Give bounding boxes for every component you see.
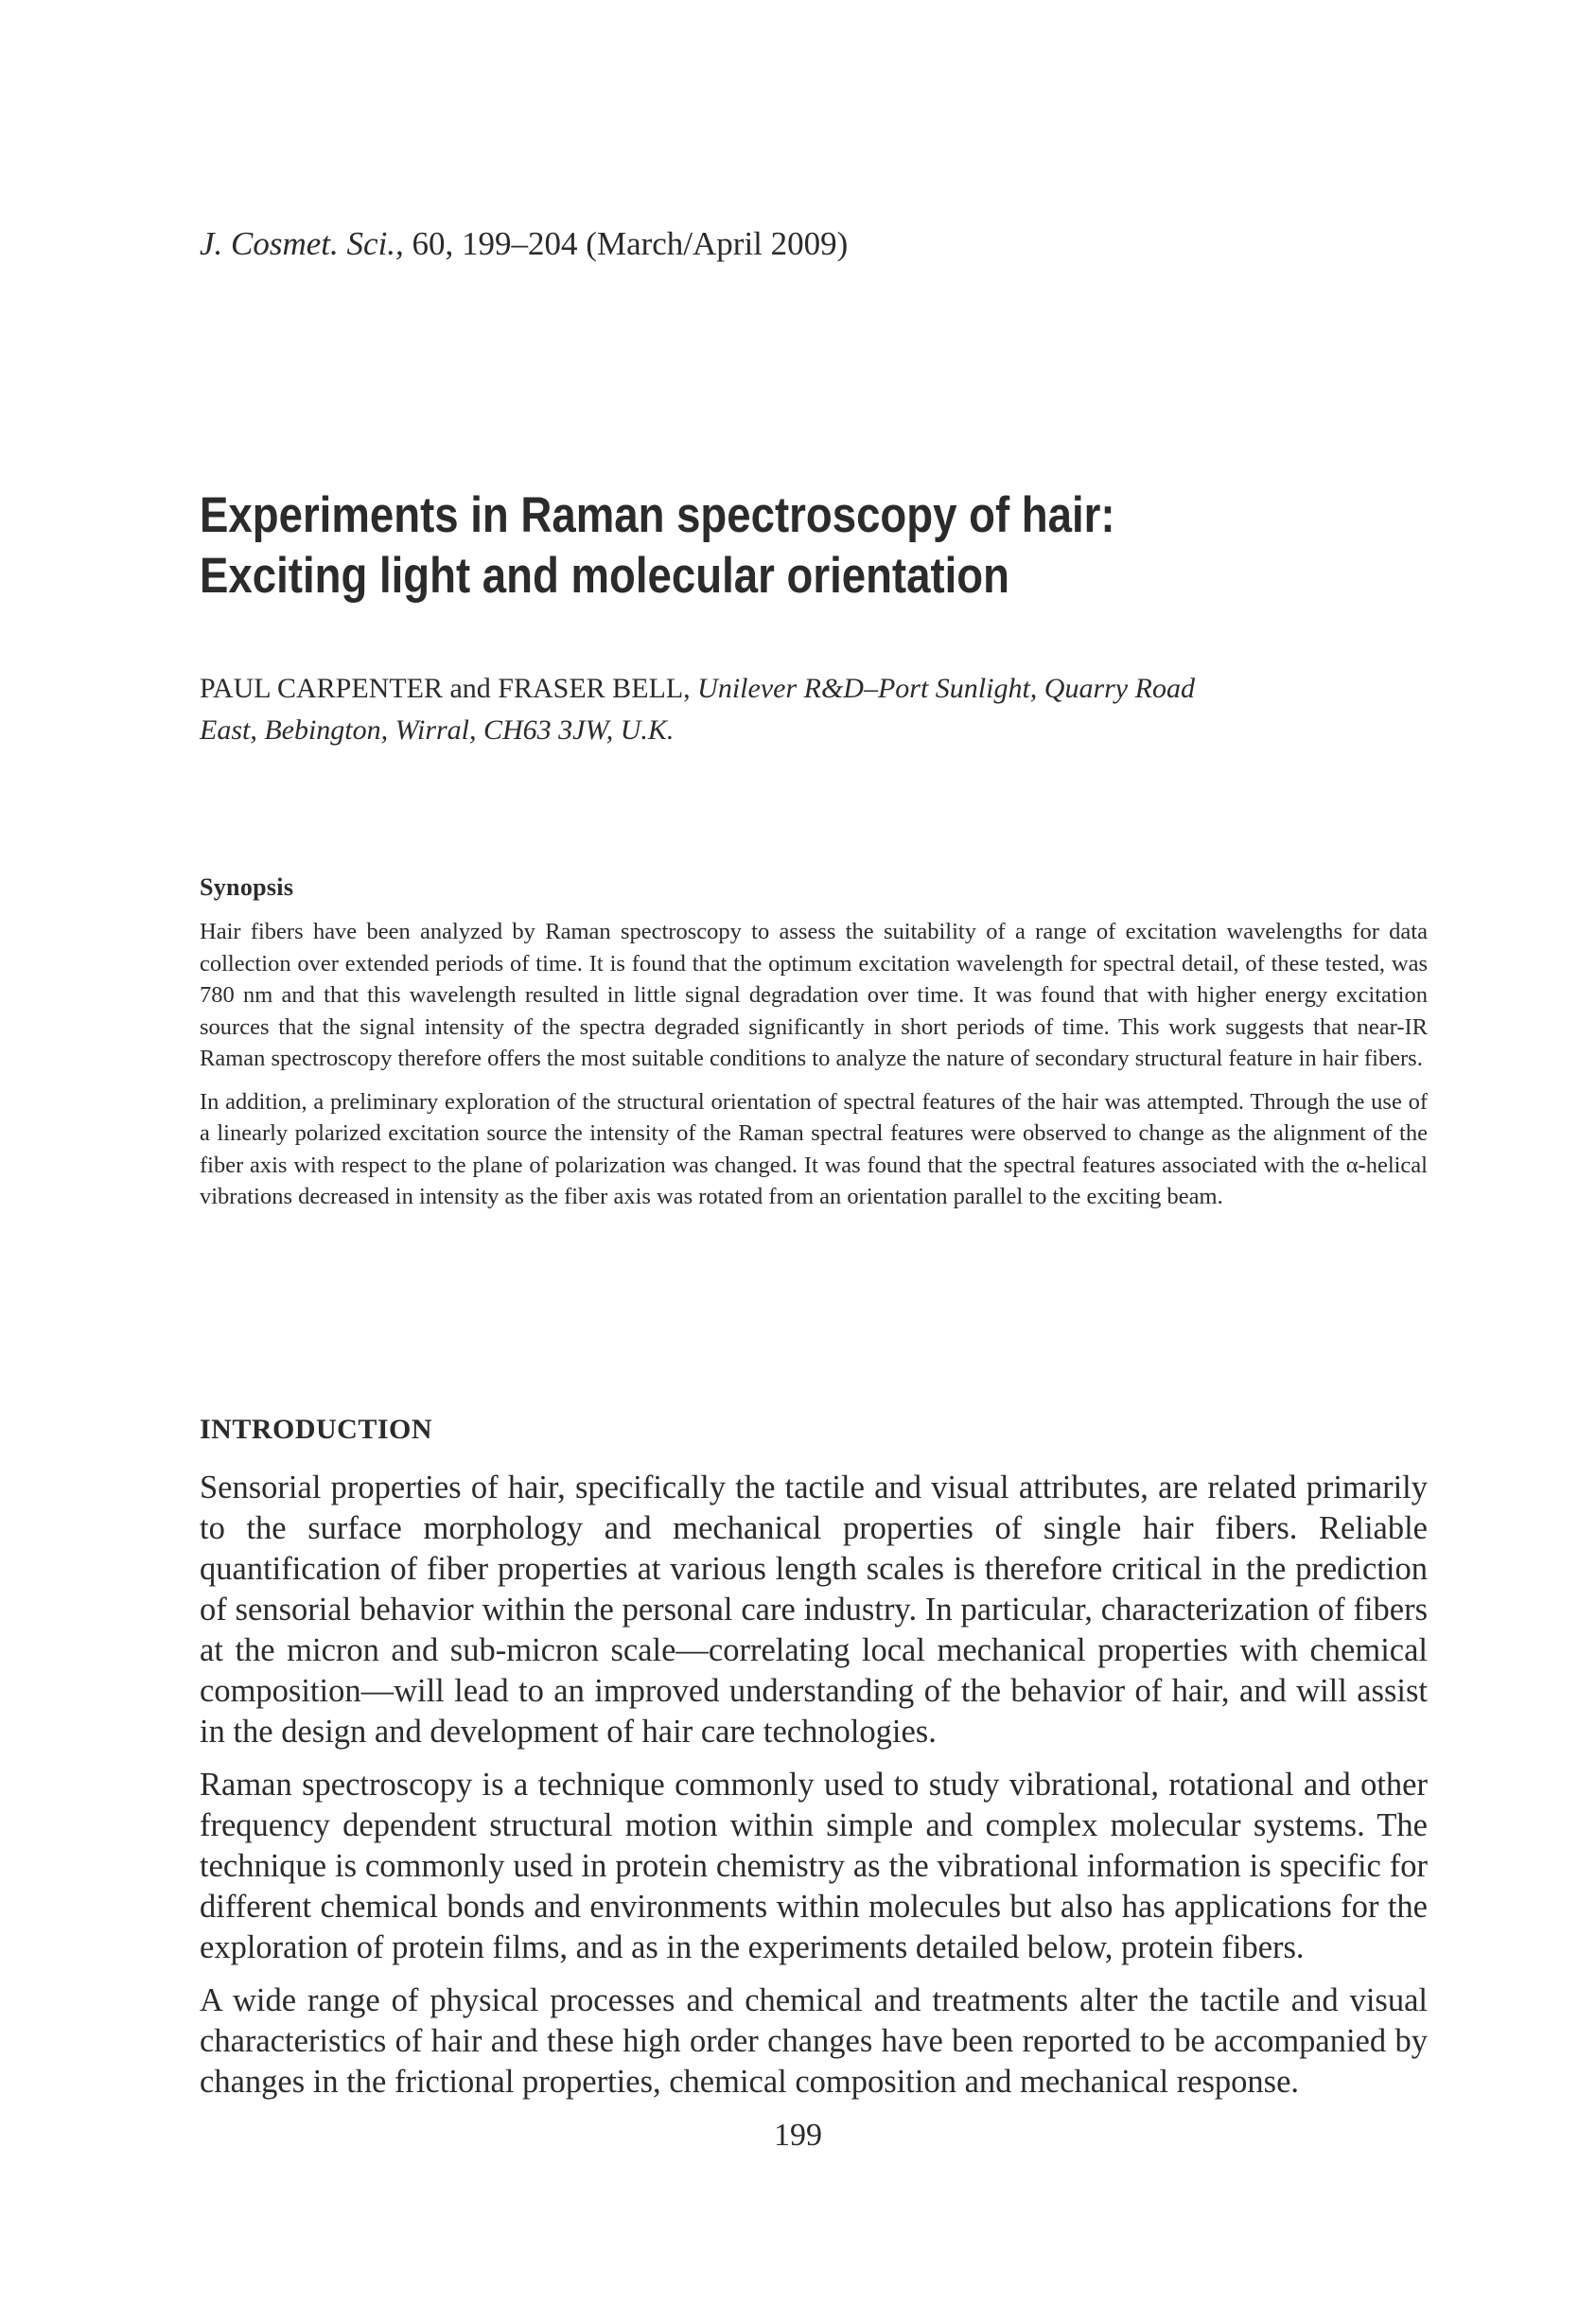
- journal-pages-date: 199–204 (March/April 2009): [462, 225, 849, 262]
- synopsis-paragraph: Hair fibers have been analyzed by Raman spectroscopy to assess the suitability of a range of excitation wavelengths for data collection over extended periods of time. It is found that the optimum excitation wavelength for spectral detail, of these tested, was 780 nm and that this wavelength resulted in little signal degradation over time. It was found that with higher energy excitation sources that the signal intensity of the spectra degraded significantly in short periods of time. This work suggests that near-IR Raman spectroscopy therefore offers the most suitable conditions to analyze the nature of secondary structural feature in hair fibers.: [200, 919, 1428, 1071]
- synopsis-body: [200, 916, 1428, 1224]
- author-names: PAUL CARPENTER and FRASER BELL,: [200, 673, 691, 704]
- introduction-body: [200, 1468, 1428, 2115]
- synopsis-heading: Synopsis: [200, 873, 294, 901]
- author-block: [200, 668, 1240, 751]
- journal-name: J. Cosmet. Sci.,: [200, 225, 404, 262]
- author-affiliation: Unilever R&D–Port Sunlight, Quarry Road East, Bebington, Wirral, CH63 3JW, U.K.: [200, 673, 1195, 746]
- page-number: 199: [774, 2118, 822, 2153]
- journal-citation: [200, 223, 848, 265]
- introduction-paragraph: A wide range of physical processes and chemical and treatments alter the tactile and visual characteristics of hair and these high order changes have been reported to be accompanied by changes in the frictional properties, chemical composition and mechanical response.: [200, 1982, 1428, 2100]
- synopsis-paragraph: In addition, a preliminary exploration of the structural orientation of spectral features of the hair was attempted. Through the use of a linearly polarized excitation source the intensity of the Raman spectral features were observed to change as the alignment of the fiber axis with respect to the plane of polarization was changed. It was found that the spectral features associated with the α-helical vibrations decreased in intensity as the fiber axis was rotated from an orientation parallel to the exciting beam.: [200, 1088, 1428, 1209]
- paper-title-line-1: Experiments in Raman spectroscopy of hair:: [200, 487, 1115, 543]
- journal-volume: 60,: [412, 225, 454, 262]
- paper-title-line-2: Exciting light and molecular orientation: [200, 548, 1009, 604]
- paper-title: [200, 485, 1257, 607]
- introduction-paragraph: Sensorial properties of hair, specifically the tactile and visual attributes, are related primarily to the surface morphology and mechanical properties of single hair fibers. Reliable quantification of fiber properties at various length scales is therefore critical in the prediction of sensorial behavior within the personal care industry. In particular, characterization of fibers at the micron and sub-micron scale—correlating local mechanical properties with chemical composition—will lead to an improved understanding of the behavior of hair, and will assist in the design and development of hair care technologies.: [200, 1470, 1428, 1750]
- introduction-paragraph: Raman spectroscopy is a technique commonly used to study vibrational, rotational and other frequency dependent structural motion within simple and complex molecular systems. The technique is commonly used in protein chemistry as the vibrational information is specific for different chemical bonds and environments within molecules but also has applications for the exploration of protein films, and as in the experiments detailed below, protein fibers.: [200, 1767, 1428, 1965]
- introduction-heading: INTRODUCTION: [200, 1414, 433, 1445]
